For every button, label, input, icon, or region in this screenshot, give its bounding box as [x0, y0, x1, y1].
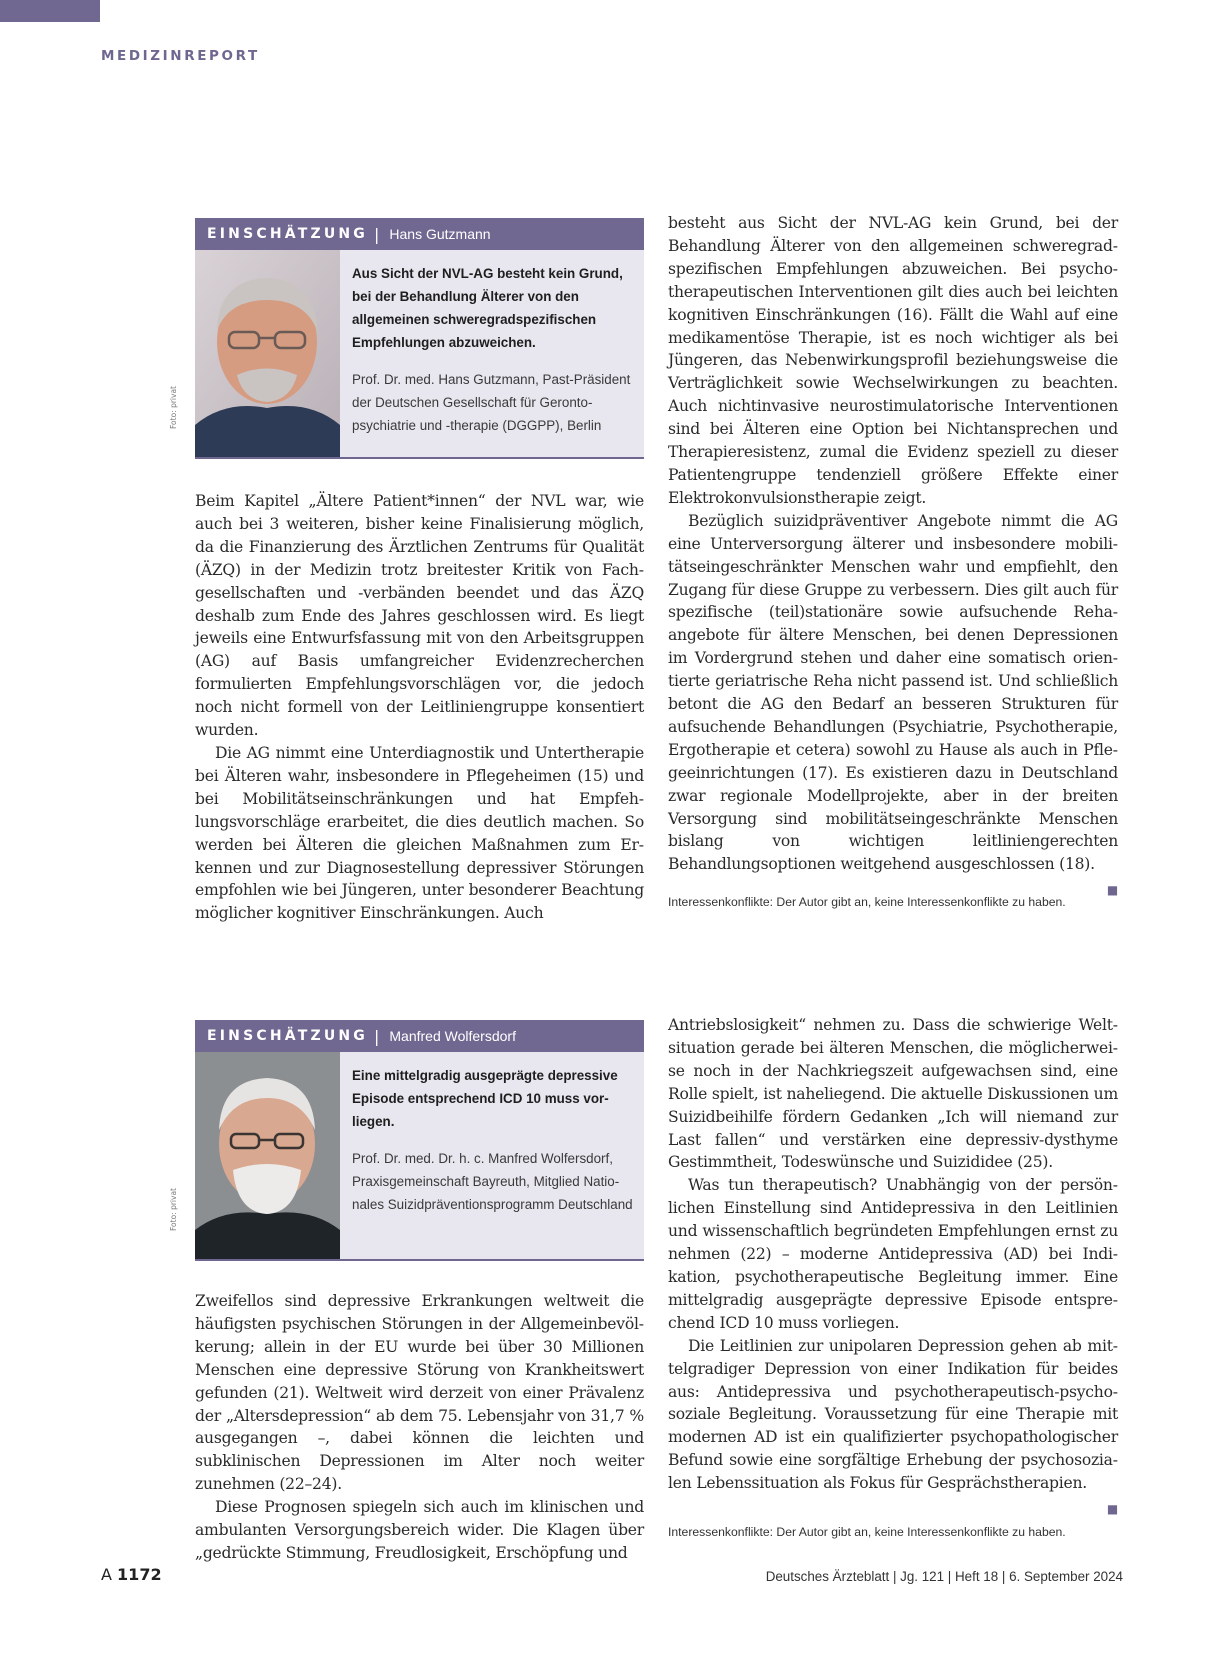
body-paragraph: Zweifellos sind depressive Erkrankungen weltweit die häufigsten psychischen Störungen in der Allgemeinbevölkerung; allein in der EU wurde bei über 30 Millionen Menschen eine depressive Störung von Krankheitswert gefunden (21). Weltweit wird derzeit von einer Prävalenz der „Altersdepression“ ab dem 75. Lebensjahr von 31,7 % ausgegangen –, dabei können die leichten und subklinischen Depressionen im Alter noch weiter zunehmen (22–24). [195, 1292, 644, 1494]
author-photo [195, 250, 340, 457]
assessment-keyword: EINSCHÄTZUNG [207, 226, 368, 242]
assessment-text [340, 250, 644, 457]
top-accent-bar [0, 0, 100, 22]
page-prefix: A [101, 1565, 112, 1584]
pull-quote: Aus Sicht der NVL-AG besteht kein Grund, bei der Behandlung Älterer von den allgemeinen schweregradspezifischen Empfehlungen abzuweichen. [352, 266, 623, 350]
body-paragraph: besteht aus Sicht der NVL-AG kein Grund, bei der Behandlung Älterer von den allgemeinen schweregradspezifischen Empfehlungen abzuweichen. Bei psychotherapeutischen Interventionen gilt dies auch bei leichten kognitiven Einschränkungen (16). Fällt die Wahl auf eine medikamentöse Therapie, ist es noch wichtiger als bei Jüngeren, das Nebenwirkungsprofil beziehungsweise die Verträglichkeit sowie Wechselwirkungen zu beachten. Auch nichtinvasive neurostimulatorische Interventionen sind bei Älteren eine Option bei Nichtansprechen und Therapieresistenz, zumal die Evidenz speziell zu dieser Patientengruppe tendenziell größere Effekte einer Elektrokonvulsionstherapie zeigt. [668, 214, 1118, 507]
section-label: MEDIZINREPORT [101, 48, 260, 64]
assessment-header [195, 218, 644, 250]
assessment-body [195, 1052, 644, 1261]
header-separator: | [374, 224, 380, 244]
article-gutzmann [169, 214, 1127, 930]
right-column [668, 1014, 1118, 1521]
assessment-body [195, 250, 644, 459]
header-separator: | [374, 1026, 380, 1046]
assessment-box [169, 218, 644, 459]
page-number [101, 1565, 162, 1584]
pull-quote: Eine mittelgradig ausgeprägte depressive Episode entsprechend ICD 10 muss vorliegen. [352, 1068, 618, 1129]
page-number-value: 1172 [117, 1565, 162, 1584]
paragraph-text: Die Leitlinien zur unipolaren Depression gehen ab mittelgradiger Depression von einer Indikation für beides aus: Antidepressiva und psychotherapeutisch-psychosoziale Begleitung. Voraussetzung für eine Therapie mit modernen AD ist ein qualifizierter psychopathologischer Befund sowie eine sorgfältige Erhebung der psychosozialen Lebenssituation als Fokus für Gesprächstherapien. [668, 1336, 1118, 1493]
end-mark: ■ [1106, 1502, 1118, 1517]
journal-citation: Deutsches Ärzteblatt | Jg. 121 | Heft 18 | 6. September 2024 [765, 1569, 1123, 1584]
author-credentials: Prof. Dr. med. Dr. h. c. Manfred Wolfersdorf, Praxisgemeinschaft Bayreuth, Mitglied Nationales Suizidpräventionsprogramm Deutschland [352, 1151, 633, 1212]
body-paragraph: Die AG nimmt eine Unterdiagnostik und Untertherapie bei Älteren wahr, insbesondere in Pflegeheimen (15) und bei Mobilitätseinschränkungen und hat Empfehlungsvorschläge erarbeitet, die dies deutlich machen. So werden bei Älteren die gleichen Maßnahmen zum Erkennen und zur Diagnosestellung depressiver Störungen empfohlen wie bei Jüngeren, unter besonderer Beachtung möglicher kognitiver Einschränkungen. Auch [195, 743, 644, 923]
assessment-keyword: EINSCHÄTZUNG [207, 1028, 368, 1044]
body-paragraph [668, 510, 1118, 898]
photo-credit: Foto: privat [169, 386, 178, 430]
photo-credit: Foto: privat [169, 1188, 178, 1232]
conflict-of-interest-note: Interessenkonflikte: Der Autor gibt an, keine Interessenkonflikte zu haben. [668, 895, 1066, 909]
assessment-author: Manfred Wolfersdorf [389, 1028, 516, 1044]
body-paragraph: Diese Prognosen spiegeln sich auch im klinischen und ambulanten Versorgungsbereich wider. Die Klagen über „gedrückte Stimmung, Freudlosigkeit, Erschöpfung und [195, 1498, 644, 1562]
left-column [195, 1290, 644, 1565]
article-wolfersdorf [169, 1016, 1127, 1562]
end-mark: ■ [1106, 883, 1118, 898]
paragraph-text: Bezüglich suizidpräventiver Angebote nimmt die AG eine Unterversorgung älterer und insbesondere mobilitätseingeschränkter Menschen wahr und empfiehlt, den Zugang für diese Gruppe zu verbessern. Dies gilt auch für spezifische (teil)stationäre sowie aufsuchende Rehaangebote für ältere Menschen, bei denen Depressionen im Vordergrund stehen und daher eine somatisch orientierte geriatrische Reha nicht passend ist. Und schließlich betont die AG den Bedarf an besseren Strukturen für aufsuchende Behandlungen (Psychiatrie, Psychotherapie, Ergotherapie et cetera) sowohl zu Hause als auch in Pflegeeinrichtungen (17). Es existieren dazu in Deutschland zwar regionale Modellprojekte, aber in der breiten Versorgung sind mobilitätseingeschränkte Menschen bislang von wichtigen leitliniengerechten Behandlungsoptionen weitgehend ausgeschlossen (18). [668, 511, 1118, 874]
author-photo [195, 1052, 340, 1259]
assessment-box [169, 1020, 644, 1261]
body-paragraph: Beim Kapitel „Ältere Patient*innen“ der NVL war, wie auch bei 3 weiteren, bisher keine Finalisierung möglich, da die Finanzierung des Ärztlichen Zentrums für Qualität (ÄZQ) in der Medizin trotz breitester Kritik von Fachgesellschaften und -verbänden beendet und das ÄZQ deshalb zum Ende des Jahres geschlossen wird. Es liegt jeweils eine Entwurfsfassung mit von den Arbeitsgruppen (AG) auf Basis umfangreicher Evidenzrecherchen formulierten Empfehlungsvorschlägen vor, die jedoch noch nicht formell von der Leitliniengruppe konsentiert wurden. [195, 492, 644, 740]
left-column [195, 490, 644, 925]
right-column [668, 212, 1118, 902]
conflict-of-interest-note: Interessenkonflikte: Der Autor gibt an, keine Interessenkonflikte zu haben. [668, 1525, 1066, 1539]
assessment-header [195, 1020, 644, 1052]
body-paragraph: Was tun therapeutisch? Unabhängig von der persönlichen Einstellung sind Antidepressiva in den Leitlinien und wissenschaftlich begründeten Empfehlungen ernst zu nehmen (22) – moderne Antidepressiva (AD) bei Indikation, psychotherapeutische Begleitung immer. Eine mittelgradig ausgeprägte depressive Episode entsprechend ICD 10 muss vorliegen. [668, 1176, 1118, 1332]
body-paragraph [668, 1335, 1118, 1517]
assessment-text [340, 1052, 644, 1259]
body-paragraph: Antriebslosigkeit“ nehmen zu. Dass die schwierige Weltsituation gerade bei älteren Menschen, die möglicherweise noch in der Nachkriegszeit aufgewachsen sind, eine Rolle spielt, ist naheliegend. Die aktuelle Diskussionen um Suizidbeihilfe fördern Gedanken „Ich will niemand zur Last fallen“ und verstärken eine depressiv-dysthyme Gestimmtheit, Todeswünsche und Suizididee (25). [668, 1016, 1118, 1172]
author-credentials: Prof. Dr. med. Hans Gutzmann, Past-Präsident der Deutschen Gesellschaft für Gerontopsychiatrie und -therapie (DGGPP), Berlin [352, 372, 631, 433]
assessment-author: Hans Gutzmann [389, 226, 491, 242]
